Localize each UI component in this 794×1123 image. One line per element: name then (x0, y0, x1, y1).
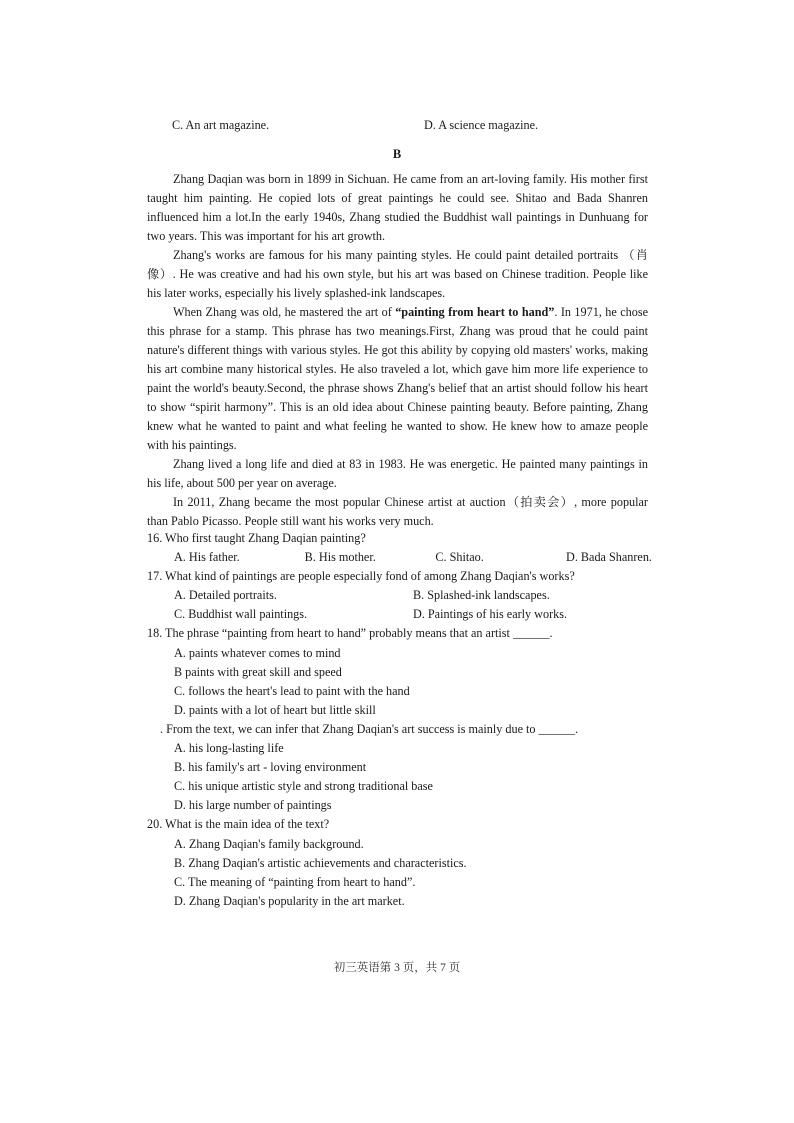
page-footer: 初三英语第 3 页，共 7 页 (333, 962, 461, 974)
paragraph-3-start: When Zhang was old, he mastered the art of (173, 305, 396, 319)
paragraph-2: Zhang's works are famous for his many painting styles. He could paint detailed portraits （肖像）. He was creative and had his own style, but his art was based on Chinese tradition. People like his later works, especially his lively splashed-ink landscapes. (147, 248, 648, 300)
question-17 (147, 567, 652, 624)
option-row (147, 586, 652, 605)
option-c: C. An art magazine. (172, 118, 270, 132)
option-a: A. Detailed portraits. (174, 588, 277, 603)
paragraph-5: In 2011, Zhang became the most popular Chinese artist at auction（拍卖会）, more popular than Pablo Picasso. People still want his works very much. (147, 495, 648, 528)
key-phrase: “painting from heart to hand” (395, 305, 555, 319)
option-d: D. Zhang Daqian's popularity in the art market. (174, 893, 405, 908)
question-19 (147, 720, 652, 815)
option-row (147, 548, 652, 567)
option-a: A. Zhang Daqian's family background. (174, 836, 364, 851)
section-label: B (392, 147, 402, 161)
option-b: B paints with great skill and speed (174, 664, 342, 679)
question-16 (147, 529, 652, 567)
option-a: A. paints whatever comes to mind (174, 645, 341, 660)
option-d: D. A science magazine. (424, 118, 539, 132)
option-c: C. his unique artistic style and strong traditional base (174, 779, 433, 794)
option-d: D. his large number of paintings (174, 798, 332, 813)
option-c: C. Buddhist wall paintings. (174, 607, 308, 622)
paragraph-1: Zhang Daqian was born in 1899 in Sichuan. He came from an art-loving family. His mother first taught him painting. He copied lots of great paintings he could see. Shitao and Bada Shanren influenced him a lot.In the early 1940s, Zhang studied the Buddhist wall paintings in Dunhuang for two years. This was important for his art growth. (147, 172, 648, 243)
question-stem: 18. The phrase “painting from heart to hand” probably means that an artist ______. (147, 626, 553, 641)
paragraph-4: Zhang lived a long life and died at 83 in 1983. He was energetic. He painted many paintings in his life, about 500 per year on average. (147, 457, 648, 490)
question-18 (147, 624, 652, 719)
option-d: D. paints with a lot of heart but little skill (174, 702, 376, 717)
question-stem: 17. What kind of paintings are people especially fond of among Zhang Daqian's works? (147, 569, 575, 584)
option-d: D. Paintings of his early works. (413, 607, 568, 622)
option-c: C. follows the heart's lead to paint with the hand (174, 683, 410, 698)
option-b: B. his family's art - loving environment (174, 760, 367, 775)
option-b: B. His mother. (304, 550, 376, 565)
option-b: B. Splashed-ink landscapes. (413, 588, 550, 603)
option-a: A. His father. (174, 550, 240, 565)
option-a: A. his long-lasting life (174, 741, 284, 756)
paragraph-3-rest: . In 1971, he chose this phrase for a stamp. This phrase has two meanings.First, Zhang was proud that he could paint nature's different things with various styles. He got this ability by copying old masters' works, making his art combine many historical styles. He also traveled a lot, which gave him more life experience to paint the world's beauty.Second, the phrase shows Zhang's belief that an artist should follow his heart to show “spirit harmony”. This is an old idea about Chinese painting beauty. Before painting, Zhang knew what he wanted to paint and what feeling he wanted to show. He knew how to amaze people with his paintings. (147, 305, 648, 452)
option-c: C. Shitao. (435, 550, 484, 565)
question-stem: . From the text, we can infer that Zhang Daqian's art success is mainly due to ______. (160, 721, 579, 736)
reading-passage (147, 170, 648, 531)
question-stem: 16. Who first taught Zhang Daqian painting? (147, 531, 366, 545)
question-stem: 20. What is the main idea of the text? (147, 817, 330, 832)
option-b: B. Zhang Daqian's artistic achievements and characteristics. (174, 855, 467, 870)
option-c: C. The meaning of “painting from heart to hand”. (174, 874, 416, 889)
option-d: D. Bada Shanren. (566, 550, 652, 565)
option-row (147, 605, 652, 624)
paragraph-3 (147, 303, 648, 455)
question-20 (147, 815, 652, 910)
previous-question-options (0, 118, 794, 138)
question-list (147, 529, 652, 911)
